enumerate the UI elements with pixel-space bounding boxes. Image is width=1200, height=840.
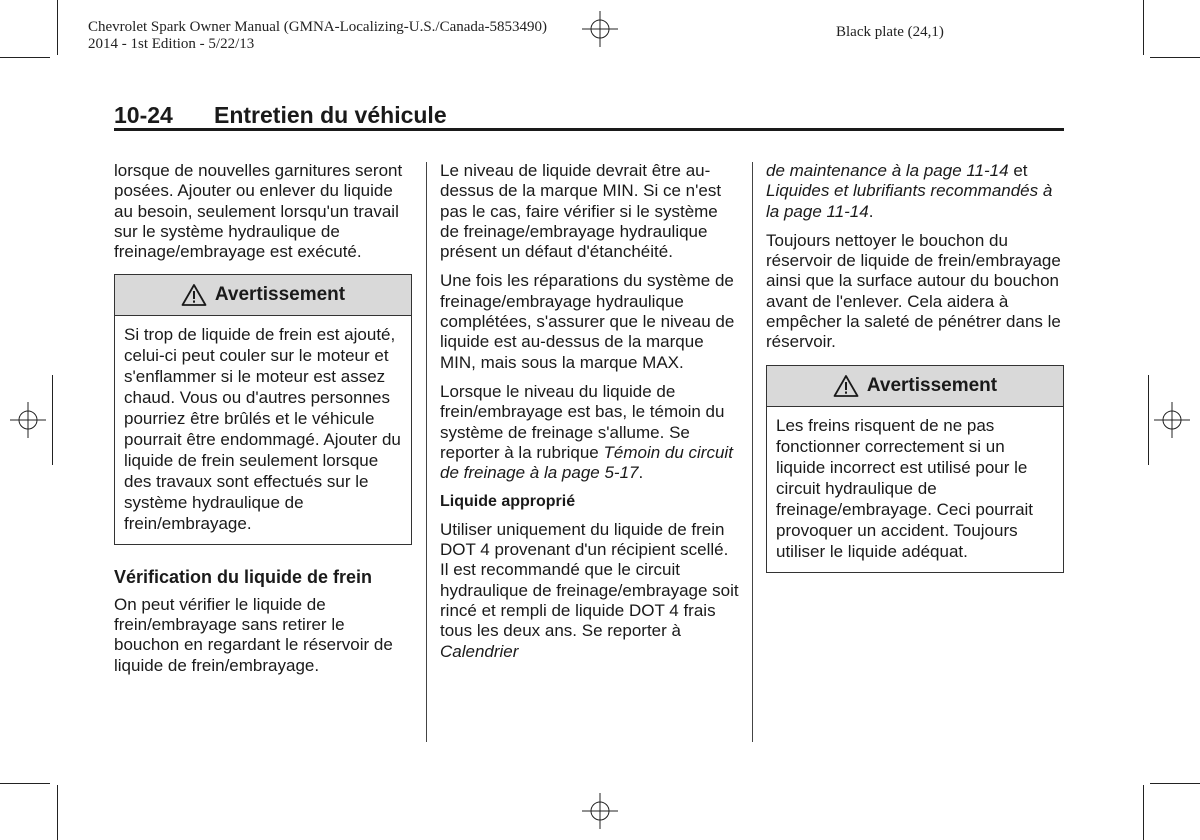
subheading: Vérification du liquide de frein	[114, 567, 373, 588]
crop-mark	[1150, 783, 1200, 784]
warning-header	[767, 366, 1063, 407]
paragraph: lorsque de nouvelles garnitures seront posées. Ajouter ou enlever du liquide au besoin, seulement lorsqu'un travail sur le système hydraulique de freinage/embrayage est exécuté.	[114, 161, 403, 262]
paragraph: Le niveau de liquide devrait être au-dessus de la marque MIN. Si ce n'est pas le cas, faire vérifier si le système de freinage/embrayage hydraulique présent un défaut d'étanchéité.	[440, 161, 722, 262]
cross-reference-link[interactable]: de maintenance à la page 11-14	[766, 161, 1009, 180]
header-edition: 2014 - 1st Edition - 5/22/13	[88, 36, 255, 52]
crop-mark	[1143, 0, 1144, 55]
column-divider	[752, 162, 753, 742]
header-manual-title: Chevrolet Spark Owner Manual (GMNA-Localizing-U.S./Canada-5853490)	[88, 19, 548, 35]
registration-mark-icon	[1154, 402, 1190, 438]
title-rule	[114, 128, 1064, 131]
warning-text: Si trop de liquide de frein est ajouté, celui-ci peut couler sur le moteur et s'enflammer si le moteur est assez chaud. Vous ou d'autres personnes pourriez être brûlés et le véhicule pourrait être endommagé. Ajouter du liquide de frein seulement lorsque des travaux sont effectués sur le système hydraulique de frein/embrayage.	[124, 325, 401, 534]
section-number: 10-24	[114, 102, 173, 128]
paragraph: Toujours nettoyer le bouchon du réservoir de liquide de frein/embrayage ainsi que la surface autour du bouchon avant de l'enlever. Cela aidera à empêcher la saleté de pénétrer dans le réservoir.	[766, 230, 1061, 352]
paragraph: On peut vérifier le liquide de frein/embrayage sans retirer le bouchon en regardant le réservoir de liquide de frein/embrayage.	[114, 594, 393, 675]
registration-mark-icon	[10, 402, 46, 438]
crop-mark	[57, 785, 58, 840]
conjunction: et	[1008, 161, 1028, 180]
crop-mark	[1143, 785, 1144, 840]
paragraph-end: .	[868, 201, 874, 221]
warning-box	[114, 274, 412, 545]
paragraph-text: Utiliser uniquement du liquide de frein DOT 4 provenant d'un récipient scellé. Il est recommandé que le circuit hydraulique de freinage/embrayage soit rincé et rempli de liquide DOT 4 frais tous les deux ans. Se reporter à	[440, 519, 739, 641]
warning-text: Les freins risquent de ne pas fonctionner correctement si un liquide incorrect est utilisé pour le circuit hydraulique de freinage/embrayage. Ceci pourrait provoquer un accident. Toujours utiliser le liquide adéquat.	[776, 415, 1034, 561]
section-heading	[114, 100, 1064, 130]
crop-mark	[0, 783, 50, 784]
paragraph	[766, 161, 1064, 222]
crop-mark	[1148, 375, 1149, 465]
paragraph	[440, 382, 740, 483]
paragraph-text: Lorsque le niveau du liquide de frein/embrayage est bas, le témoin du système de freinage s'allume. Se reporter à la rubrique	[440, 381, 725, 462]
warning-triangle-icon	[181, 283, 207, 307]
cross-reference-link[interactable]: Calendrier	[440, 641, 519, 661]
warning-title: Avertissement	[866, 374, 998, 396]
warning-triangle-icon	[833, 374, 859, 398]
warning-header	[115, 275, 411, 316]
column-divider	[426, 162, 427, 742]
crop-mark	[52, 375, 53, 465]
crop-mark	[1150, 57, 1200, 58]
crop-mark	[57, 0, 58, 55]
cross-reference-link[interactable]: Témoin du circuit de freinage à la page 5-17	[440, 442, 733, 483]
section-title: Entretien du véhicule	[214, 102, 447, 128]
crop-mark	[0, 57, 50, 58]
column-2	[440, 161, 740, 671]
warning-title: Avertissement	[214, 284, 346, 306]
subheading: Liquide approprié	[440, 493, 576, 511]
paragraph-end: .	[638, 463, 644, 483]
cross-reference-link[interactable]: Liquides et lubrifiants recommandés à la page 11-14	[766, 181, 1053, 221]
header-plate: Black plate (24,1)	[836, 24, 944, 40]
registration-mark-icon	[582, 793, 618, 829]
column-1	[114, 161, 412, 685]
paragraph	[440, 520, 740, 662]
warning-box	[766, 365, 1064, 573]
column-3	[766, 161, 1064, 583]
registration-mark-icon	[582, 11, 618, 47]
paragraph: Une fois les réparations du système de freinage/embrayage hydraulique complétées, s'assurer que le niveau de liquide est au-dessus de la marque MIN, mais sous la marque MAX.	[440, 271, 735, 372]
